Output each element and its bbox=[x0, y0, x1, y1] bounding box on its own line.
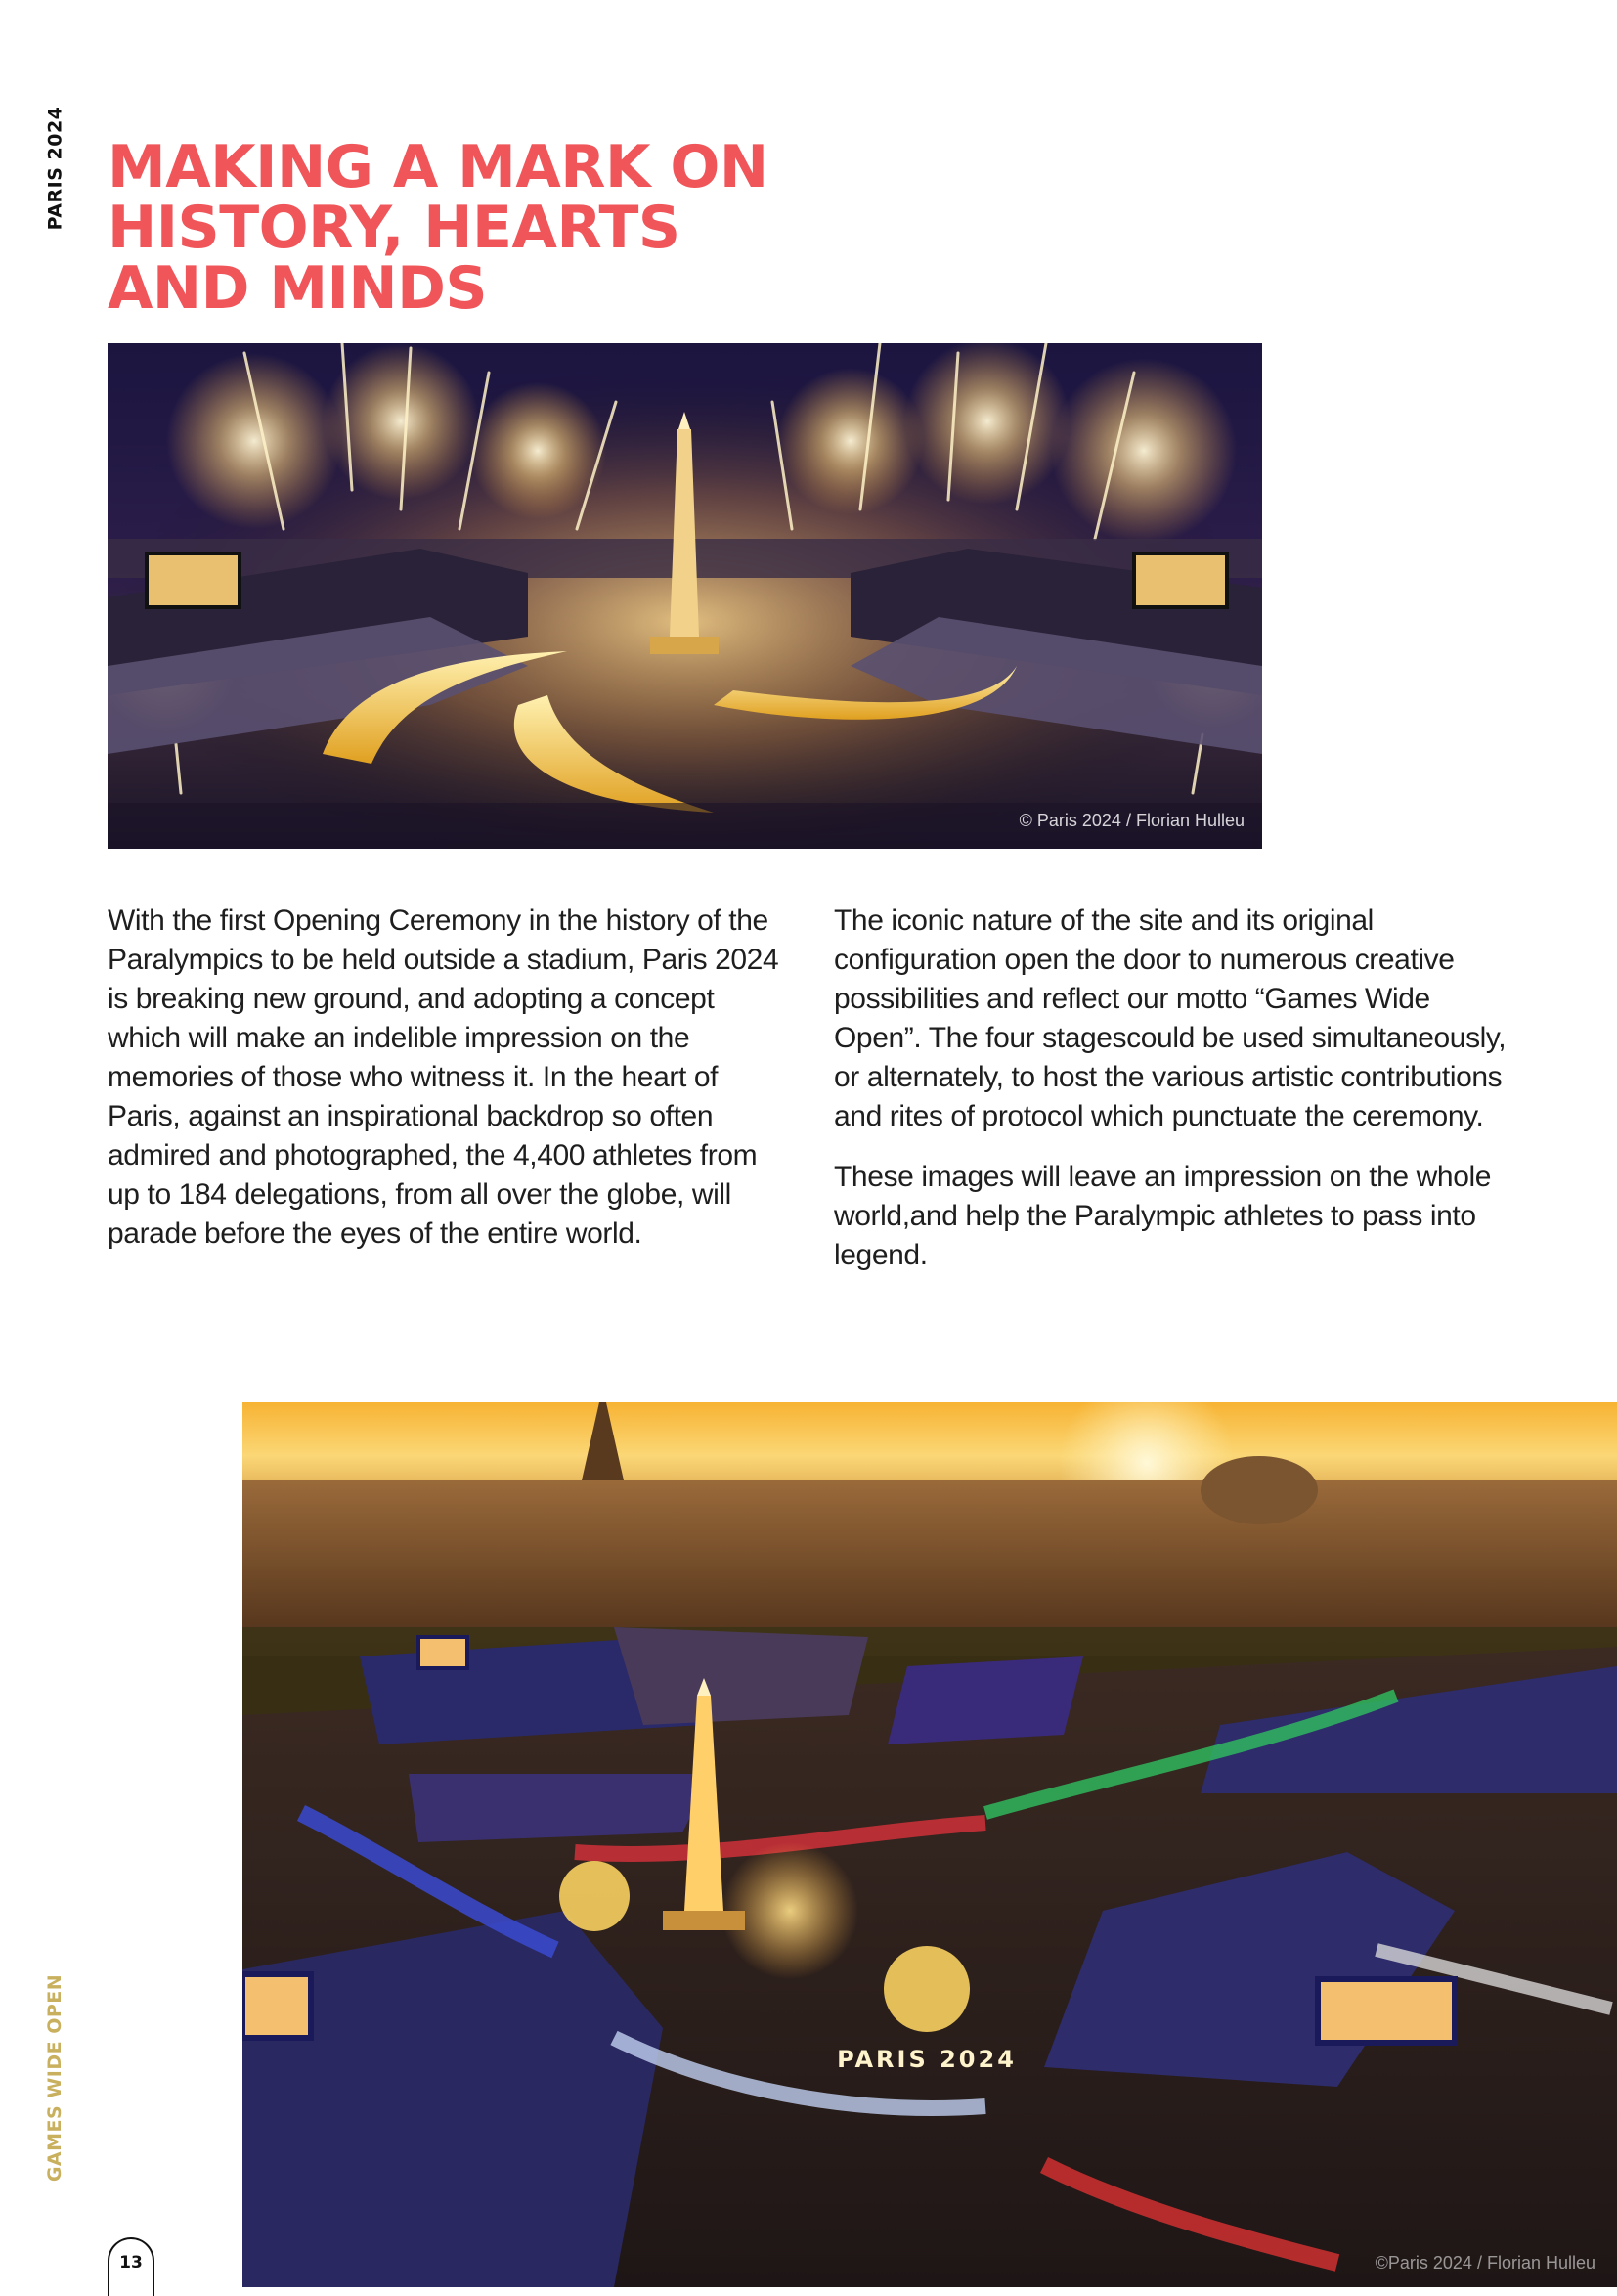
floor-logo-text: PARIS 2024 bbox=[837, 2046, 1017, 2073]
paragraph-images-impression: These images will leave an impression on the whole world,and help the Paralympic athletes to pass into legend. bbox=[834, 1161, 1492, 1271]
body-column-left bbox=[108, 902, 792, 1275]
page-number: 13 bbox=[108, 2237, 154, 2296]
page-title: MAKING A MARK ON HISTORY, HEARTS AND MINDS bbox=[108, 133, 768, 323]
parade-illustration bbox=[242, 1402, 1617, 2287]
paragraph-opening-ceremony: With the first Opening Ceremony in the history of the Paralympics to be held outside a stadium, Paris 2024 is breaking new ground, and adopting a concept which will make an indelible impression on the memories of those who witness it. In the heart of Paris, against an inspirational backdrop so often admired and photographed, the 4,400 athletes from up to 184 delegations, from all over the globe, will parade before the eyes of the entire world. bbox=[108, 905, 779, 1250]
photo-parade-concorde-aerial bbox=[242, 1402, 1617, 2287]
side-label-top-text: PARIS 2024 bbox=[44, 106, 66, 231]
agito-logo-floor-left bbox=[559, 1861, 630, 1931]
parade-photo-credit: ©Paris 2024 / Florian Hulleu bbox=[1375, 2253, 1595, 2273]
screen-left bbox=[147, 553, 240, 607]
agito-logo-floor-right bbox=[884, 1946, 970, 2032]
paragraph-iconic-site: The iconic nature of the site and its original configuration open the door to numerous creative possibilities and reflect our motto “Games Wide Open”. The four stagescould be used simultaneously, or alternately, to host the various artistic contributions and rites of protocol which punctuate the ceremony. bbox=[834, 905, 1507, 1132]
hero-photo-fireworks-concorde bbox=[108, 343, 1262, 849]
side-label-games-wide-open bbox=[41, 1973, 68, 2183]
body-column-right bbox=[834, 902, 1518, 1297]
hero-illustration bbox=[108, 343, 1262, 849]
screen-right bbox=[1134, 553, 1227, 607]
side-label-paris-2024 bbox=[41, 106, 68, 231]
stand-bottom-left bbox=[242, 1911, 663, 2287]
side-label-bottom-text: GAMES WIDE OPEN bbox=[44, 1973, 66, 2183]
hero-photo-credit: © Paris 2024 / Florian Hulleu bbox=[1019, 811, 1245, 830]
